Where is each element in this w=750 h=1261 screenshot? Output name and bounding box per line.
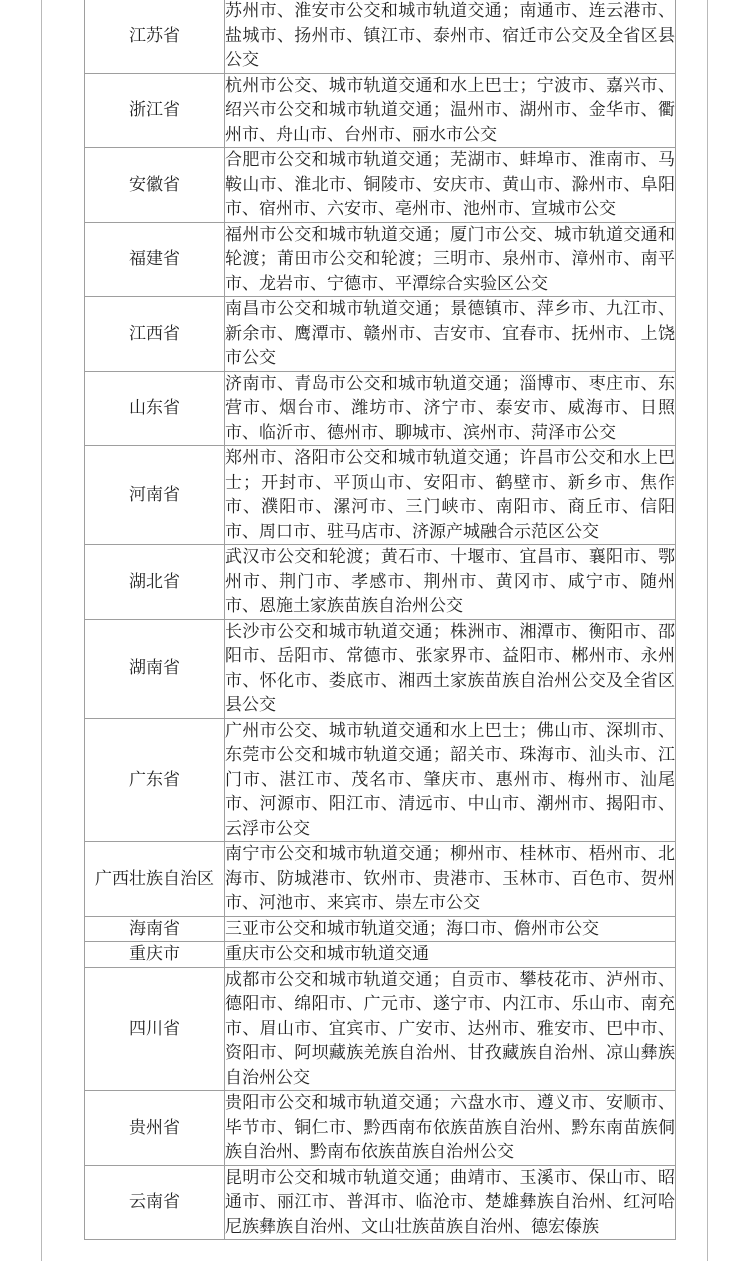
cities-cell: 杭州市公交、城市轨道交通和水上巴士；宁波市、嘉兴市、绍兴市公交和城市轨道交通；温州市、湖州市、金华市、衢州市、舟山市、台州市、丽水市公交 xyxy=(225,73,676,148)
table-row xyxy=(85,297,676,372)
province-cell: 湖北省 xyxy=(85,545,225,620)
table-row xyxy=(85,1091,676,1166)
table-row xyxy=(85,619,676,718)
cities-cell: 贵阳市公交和城市轨道交通；六盘水市、遵义市、安顺市、毕节市、铜仁市、黔西南布依族苗族自治州、黔东南苗族侗族自治州、黔南布依族苗族自治州公交 xyxy=(225,1091,676,1166)
province-cell: 河南省 xyxy=(85,446,225,545)
table-row xyxy=(85,942,676,968)
province-cell: 福建省 xyxy=(85,222,225,297)
region-table-body xyxy=(85,0,676,1240)
cities-cell: 合肥市公交和城市轨道交通；芜湖市、蚌埠市、淮南市、马鞍山市、淮北市、铜陵市、安庆市、黄山市、滁州市、阜阳市、宿州市、六安市、亳州市、池州市、宣城市公交 xyxy=(225,148,676,223)
province-cell: 海南省 xyxy=(85,916,225,942)
table-row xyxy=(85,718,676,842)
cities-cell: 郑州市、洛阳市公交和城市轨道交通；许昌市公交和水上巴士；开封市、平顶山市、安阳市、鹤壁市、新乡市、焦作市、濮阳市、漯河市、三门峡市、南阳市、商丘市、信阳市、周口市、驻马店市、济源产城融合示范区公交 xyxy=(225,446,676,545)
cities-cell: 苏州市、淮安市公交和城市轨道交通；南通市、连云港市、盐城市、扬州市、镇江市、泰州市、宿迁市公交及全省区县公交 xyxy=(225,0,676,73)
table-row xyxy=(85,967,676,1091)
cities-cell: 昆明市公交和城市轨道交通；曲靖市、玉溪市、保山市、昭通市、丽江市、普洱市、临沧市、楚雄彝族自治州、红河哈尼族彝族自治州、文山壮族苗族自治州、德宏傣族 xyxy=(225,1165,676,1240)
cities-cell: 济南市、青岛市公交和城市轨道交通；淄博市、枣庄市、东营市、烟台市、潍坊市、济宁市、泰安市、威海市、日照市、临沂市、德州市、聊城市、滨州市、菏泽市公交 xyxy=(225,371,676,446)
table-row xyxy=(85,0,676,73)
cities-cell: 南宁市公交和城市轨道交通；柳州市、桂林市、梧州市、北海市、防城港市、钦州市、贵港市、玉林市、百色市、贺州市、河池市、来宾市、崇左市公交 xyxy=(225,842,676,917)
cities-cell: 重庆市公交和城市轨道交通 xyxy=(225,942,676,968)
cities-cell: 成都市公交和城市轨道交通；自贡市、攀枝花市、泸州市、德阳市、绵阳市、广元市、遂宁市、内江市、乐山市、南充市、眉山市、宜宾市、广安市、达州市、雅安市、巴中市、资阳市、阿坝藏族羌族自治州、甘孜藏族自治州、凉山彝族自治州公交 xyxy=(225,967,676,1091)
cities-cell: 武汉市公交和轮渡；黄石市、十堰市、宜昌市、襄阳市、鄂州市、荆门市、孝感市、荆州市、黄冈市、咸宁市、随州市、恩施土家族苗族自治州公交 xyxy=(225,545,676,620)
table-row xyxy=(85,446,676,545)
table-row xyxy=(85,842,676,917)
province-cell: 广西壮族自治区 xyxy=(85,842,225,917)
province-cell: 贵州省 xyxy=(85,1091,225,1166)
cities-cell: 南昌市公交和城市轨道交通；景德镇市、萍乡市、九江市、新余市、鹰潭市、赣州市、吉安市、宜春市、抚州市、上饶市公交 xyxy=(225,297,676,372)
province-cell: 山东省 xyxy=(85,371,225,446)
province-cell: 浙江省 xyxy=(85,73,225,148)
province-cell: 江西省 xyxy=(85,297,225,372)
cities-cell: 广州市公交、城市轨道交通和水上巴士；佛山市、深圳市、东莞市公交和城市轨道交通；韶关市、珠海市、汕头市、江门市、湛江市、茂名市、肇庆市、惠州市、梅州市、汕尾市、河源市、阳江市、清远市、中山市、潮州市、揭阳市、云浮市公交 xyxy=(225,718,676,842)
cities-cell: 三亚市公交和城市轨道交通；海口市、儋州市公交 xyxy=(225,916,676,942)
province-cell: 四川省 xyxy=(85,967,225,1091)
province-cell: 重庆市 xyxy=(85,942,225,968)
cities-cell: 长沙市公交和城市轨道交通；株洲市、湘潭市、衡阳市、邵阳市、岳阳市、常德市、张家界市、益阳市、郴州市、永州市、怀化市、娄底市、湘西土家族苗族自治州公交及全省区县公交 xyxy=(225,619,676,718)
province-cell: 安徽省 xyxy=(85,148,225,223)
table-row xyxy=(85,545,676,620)
table-row xyxy=(85,1165,676,1240)
table-row xyxy=(85,73,676,148)
table-row xyxy=(85,916,676,942)
province-cell: 湖南省 xyxy=(85,619,225,718)
cities-cell: 福州市公交和城市轨道交通；厦门市公交、城市轨道交通和轮渡；莆田市公交和轮渡；三明市、泉州市、漳州市、南平市、龙岩市、宁德市、平潭综合实验区公交 xyxy=(225,222,676,297)
province-cell: 云南省 xyxy=(85,1165,225,1240)
region-table xyxy=(84,0,676,1240)
province-cell: 江苏省 xyxy=(85,0,225,73)
province-cell: 广东省 xyxy=(85,718,225,842)
table-row xyxy=(85,222,676,297)
table-row xyxy=(85,148,676,223)
table-row xyxy=(85,371,676,446)
